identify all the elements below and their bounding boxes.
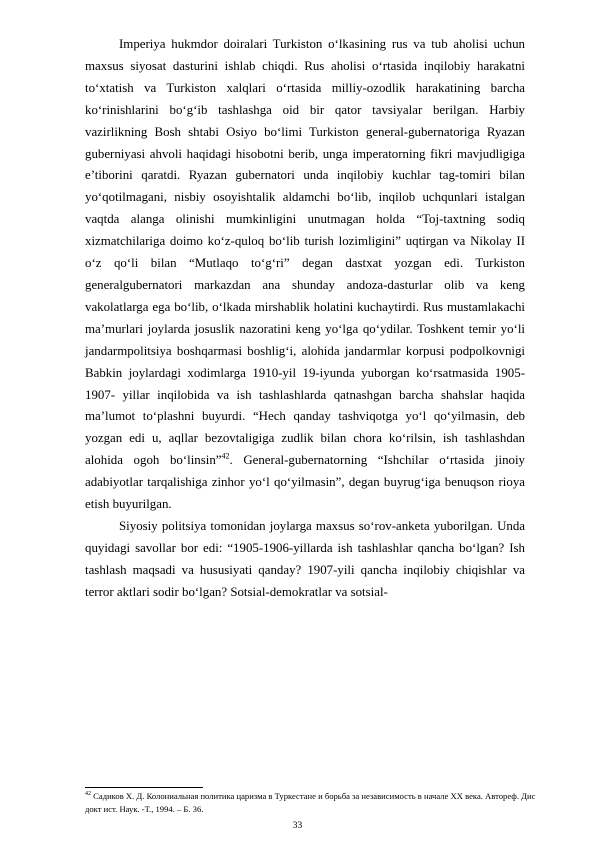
paragraph-2 (85, 516, 525, 604)
main-text (85, 34, 525, 604)
footnote-text: Садиков Х. Д. Колониальная политика царизма в Туркестане и борьба за независимость в начале XX века. Автореф. Дис докт ист. Наук. -Т., 1994. – Б. 36. (85, 791, 536, 814)
footnote-reference[interactable]: 42 (221, 451, 230, 461)
footnote-number: 42 (85, 791, 91, 798)
footnote-divider (85, 787, 203, 788)
paragraph-1-text: Imperiya hukmdor doiralari Turkiston o‘lkasining rus va tub aholisi uchun maxsus siyosat dasturini ishlab chiqdi. Rus aholisi o‘rtasida inqilobiy harakatni to‘xtatish va Turkiston xalqlari o‘rtasida milliy-ozodlik harakatining barcha ko‘rinishlarini bo‘g‘ib tashlashga oid bir qator tavsiyalar berilgan. Harbiy vazirlikning Bosh shtabi Osiyo bo‘limi Turkiston general-gubernatoriga Ryazan guberniyasi ahvoli haqidagi hisobotni berib, unga imperatorning fikri mavjudligiga e’tiborini qaratdi. Ryazan gubernatori unda inqilobiy kuchlar tag-tomiri bilan yo‘qotilmagani, nisbiy osoyishtalik aldamchi bo‘lib, inqilob uchqunlari istalgan vaqtda alanga olinishi mumkinligini unutmagan holda “Toj-taxtning sodiq xizmatchilariga doimo ko‘z-quloq bo‘lib turish lozimligini” uqtirgan va Nikolay II o‘z qo‘li bilan “Mutlaqo to‘g‘ri” degan dastxat yozgan edi. Turkiston generalgubernatori markazdan ana shunday andoza-dasturlar olib va keng vakolatlarga ega bo‘lib, o‘lkada mirshablik holatini kuchaytirdi. Rus mustamlakachi ma’murlari joylarda josuslik nazoratini keng yo‘lga qo‘ydilar. Toshkent temir yo‘li jandarmpolitsiya boshqarmasi boshlig‘i, alohida jandarmlar korpusi podpolkovnigi Babkin joylardagi xodimlarga 1910-yil 19-iyunda yuborgan ko‘rsatmasida 1905-1907- yillar inqilobida va ish tashlashlarda qatnashgan barcha shahslar haqida ma’lumot to‘plashni buyurdi. “Hech qanday tashviqotga yo‘l qo‘yilmasin, deb yozgan edi u, aqllar bezovtaligiga zudlik bilan chora ko‘rilsin, ish tashlashdan alohida ogoh bo‘linsin” (85, 37, 525, 468)
paragraph-2-text: Siyosiy politsiya tomonidan joylarga maxsus so‘rov-anketa yuborilgan. Unda quyidagi savollar bor edi: “1905-1906-yillarda ish tashlashlar qancha bo‘lgan? Ish tashlash maqsadi va hususiyati qanday? 1907-yili qancha inqilobiy chiqishlar va terror aktlari sodir bo‘lgan? Sotsial-demokratlar va sotsial- (85, 518, 525, 599)
paragraph-1 (85, 34, 525, 516)
page-number: 33 (292, 821, 303, 831)
footnote (85, 790, 545, 816)
paragraph-1-text-after: . General-gubernatorning “Ishchilar o‘rtasida jinoiy adabiyotlar tarqalishiga zinhor yo‘l qo‘yilmasin”, degan buyrug‘iga benuqson rioya etish buyurilgan. (85, 453, 525, 512)
